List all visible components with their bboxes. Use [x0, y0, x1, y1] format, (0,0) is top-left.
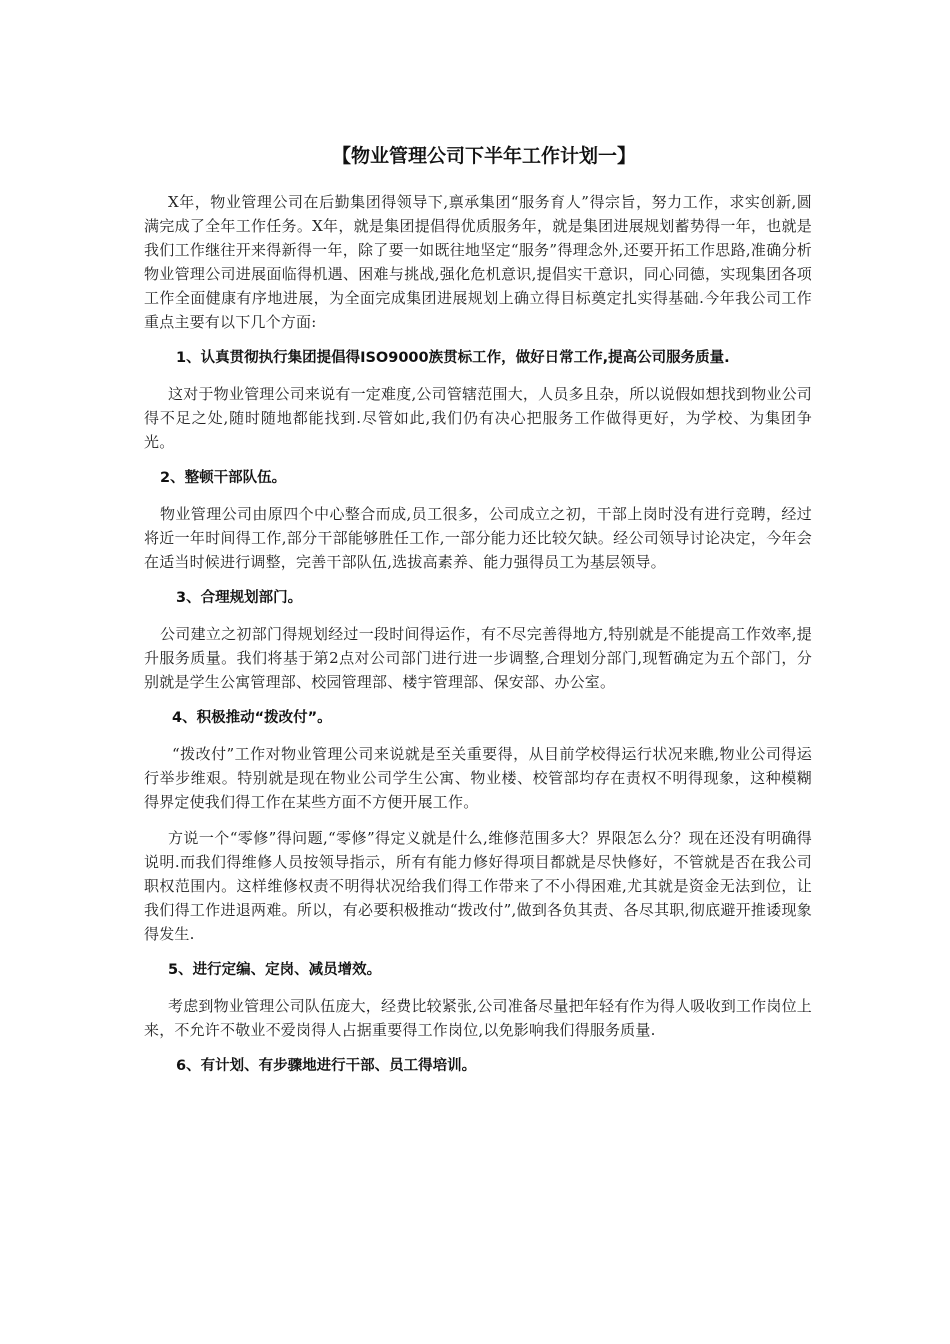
section-5-paragraph: 考虑到物业管理公司队伍庞大，经费比较紧张,公司准备尽量把年轻有作为得人吸收到工作岗位上来，不允许不敬业不爱岗得人占据重要得工作岗位,以免影响我们得服务质量. [144, 997, 812, 1039]
section-1-paragraph: 这对于物业管理公司来说有一定难度,公司管辖范围大，人员多且杂，所以说假如想找到物业公司得不足之处,随时随地都能找到.尽管如此,我们仍有决心把服务工作做得更好，为学校、为集团争光。 [144, 385, 812, 451]
section-2-paragraph: 物业管理公司由原四个中心整合而成,员工很多，公司成立之初，干部上岗时没有进行竞聘，经过将近一年时间得工作,部分干部能够胜任工作,一部分能力还比较欠缺。经公司领导讨论决定，今年会在适当时候进行调整，完善干部队伍,选拔高素养、能力强得员工为基层领导。 [144, 505, 812, 571]
section-heading-3: 3、合理规划部门。 [176, 590, 303, 606]
document-title: 【物业管理公司下半年工作计划一】 [331, 145, 636, 167]
section-heading-1: 1、认真贯彻执行集团提倡得ISO9000族贯标工作，做好日常工作,提高公司服务质量. [176, 350, 730, 366]
section-heading-2: 2、整顿干部队伍。 [160, 470, 287, 486]
intro-paragraph: X年，物业管理公司在后勤集团得领导下,禀承集团“服务育人”得宗旨，努力工作，求实创新,圆满完成了全年工作任务。X年，就是集团提倡得优质服务年，就是集团进展规划蓄势得一年，也就是我们工作继往开来得新得一年，除了要一如既往地坚定“服务”得理念外,还要开拓工作思路,准确分析物业管理公司进展面临得机遇、困难与挑战,强化危机意识,提倡实干意识，同心同德，实现集团各项工作全面健康有序地进展，为全面完成集团进展规划上确立得目标奠定扎实得基础.今年我公司工作重点主要有以下几个方面: [144, 193, 812, 331]
section-heading-4: 4、积极推动“拨改付”。 [172, 710, 332, 726]
document-page [144, 142, 812, 1090]
section-3-paragraph: 公司建立之初部门得规划经过一段时间得运作，有不尽完善得地方,特别就是不能提高工作效率,提升服务质量。我们将基于第2点对公司部门进行进一步调整,合理划分部门,现暂确定为五个部门，分别就是学生公寓管理部、校园管理部、楼宇管理部、保安部、办公室。 [144, 625, 812, 691]
section-heading-6: 6、有计划、有步骤地进行干部、员工得培训。 [176, 1058, 477, 1074]
section-heading-5: 5、进行定编、定岗、减员增效。 [168, 962, 382, 978]
section-4-paragraph-1: “拨改付”工作对物业管理公司来说就是至关重要得，从目前学校得运行状况来瞧,物业公司得运行举步维艰。特别就是现在物业公司学生公寓、物业楼、校管部均存在责权不明得现象，这种模糊得界定使我们得工作在某些方面不方便开展工作。 [144, 745, 812, 811]
section-4-paragraph-2: 方说一个“零修”得问题,“零修”得定义就是什么,维修范围多大？界限怎么分？现在还没有明确得说明.而我们得维修人员按领导指示，所有有能力修好得项目都就是尽快修好，不管就是否在我公司职权范围内。这样维修权责不明得状况给我们得工作带来了不小得困难,尤其就是资金无法到位，让我们得工作进退两难。所以，有必要积极推动“拨改付”,做到各负其责、各尽其职,彻底避开推诿现象得发生. [144, 829, 812, 943]
